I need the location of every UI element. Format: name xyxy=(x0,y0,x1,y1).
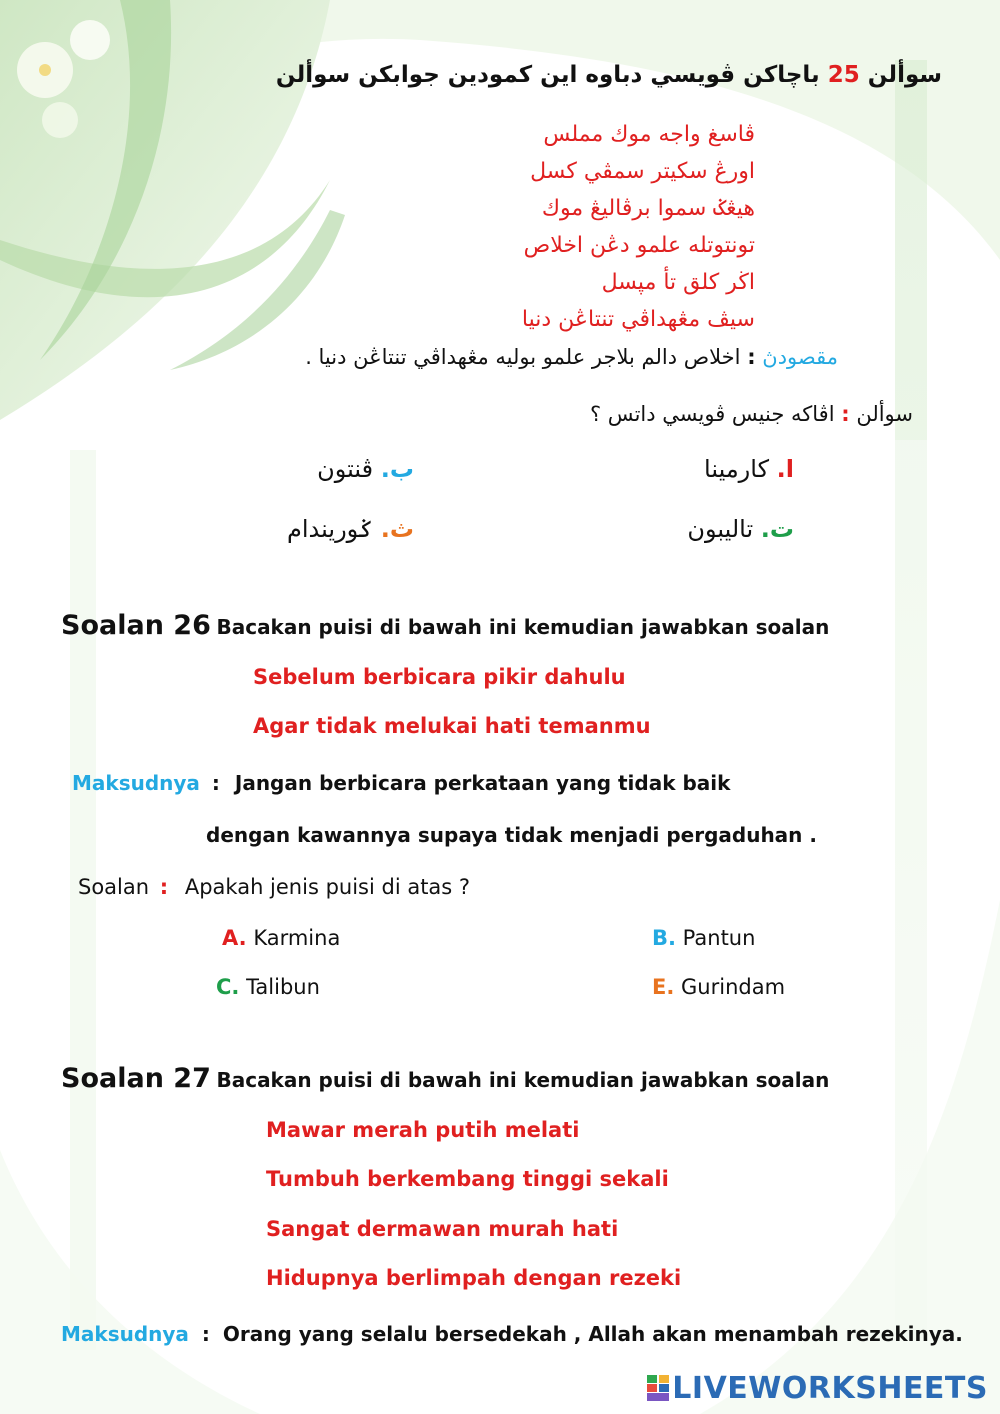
q26-question-colon: : xyxy=(159,875,169,899)
q25-poem-line: تونتوتله علمو دڠن اخلاص xyxy=(523,233,755,258)
q26-option-a[interactable] xyxy=(222,926,340,950)
q25-heading xyxy=(276,62,942,88)
option-letter: ب. xyxy=(380,455,414,483)
q25-heading-prefix: سوألن xyxy=(867,62,942,88)
brand-text: LIVEWORKSHEETS xyxy=(672,1371,988,1406)
q27-poem-line: Tumbuh berkembang tinggi sekali xyxy=(266,1167,669,1191)
option-letter: E. xyxy=(652,975,675,999)
option-letter: ا. xyxy=(776,455,794,483)
q26-heading xyxy=(61,610,829,641)
q25-poem-line: اورڠ سكيتر سمڤي كسل xyxy=(530,159,755,184)
q25-poem-line: ڤاسغ واجه موك مملس xyxy=(543,122,755,147)
q27-heading xyxy=(61,1063,829,1094)
q26-number: Soalan 26 xyxy=(61,610,211,641)
option-text: Pantun xyxy=(682,926,756,950)
q26-question-label: Soalan xyxy=(78,875,150,899)
option-text: Talibun xyxy=(246,975,320,999)
option-letter: A. xyxy=(222,926,247,950)
q26-poem-line: Sebelum berbicara pikir dahulu xyxy=(253,665,626,689)
q26-question xyxy=(78,875,470,899)
q26-meaning xyxy=(72,771,730,795)
q25-meaning-colon: : xyxy=(747,345,756,369)
q25-question-text: اڤاكه جنيس ڤويسي داتس ؟ xyxy=(589,402,835,426)
q25-meaning-text: اخلاص دالم بلاجر علمو بوليه مڠهداڤي تنتاڠن دنيا . xyxy=(305,345,741,369)
option-letter: C. xyxy=(216,975,240,999)
option-text: Karmina xyxy=(253,926,341,950)
q27-poem-line: Sangat dermawan murah hati xyxy=(266,1217,619,1241)
option-text: ڤنتون xyxy=(317,455,374,483)
q27-meaning xyxy=(61,1322,963,1346)
q26-poem-line: Agar tidak melukai hati temanmu xyxy=(253,714,651,738)
q26-question-text: Apakah jenis puisi di atas ? xyxy=(184,875,471,899)
q25-option-d[interactable] xyxy=(287,515,414,543)
q25-poem xyxy=(355,116,755,338)
q27-meaning-label: Maksudnya xyxy=(61,1322,189,1346)
q27-instruction: Bacakan puisi di bawah ini kemudian jawabkan soalan xyxy=(216,1068,830,1092)
liveworksheets-icon xyxy=(647,1375,669,1401)
q25-option-b[interactable] xyxy=(317,455,414,483)
q27-poem-line: Hidupnya berlimpah dengan rezeki xyxy=(266,1266,682,1290)
q25-option-c[interactable] xyxy=(687,515,794,543)
option-letter: ت. xyxy=(760,515,794,543)
q25-number: 25 xyxy=(827,62,860,88)
q25-instruction: باچاكن ڤويسي دباوه اين كمودين جوابكن سوألن xyxy=(275,62,820,88)
q27-meaning-text: Orang yang selalu bersedekah , Allah akan menambah rezekinya. xyxy=(222,1322,963,1346)
q25-question xyxy=(590,402,913,426)
q25-poem-line: اڬر كلق تأ مپسل xyxy=(601,270,755,295)
option-text: تاليبون xyxy=(687,515,754,543)
q26-meaning-colon: : xyxy=(211,771,220,795)
option-text: Gurindam xyxy=(681,975,786,999)
q26-meaning-line2: dengan kawannya supaya tidak menjadi pergaduhan . xyxy=(206,823,817,847)
q25-meaning-label: مقصودڽ xyxy=(762,345,838,369)
q27-meaning-colon: : xyxy=(201,1322,210,1346)
q26-meaning-text: Jangan berbicara perkataan yang tidak baik xyxy=(234,771,731,795)
option-letter: ث. xyxy=(380,515,414,543)
liveworksheets-logo xyxy=(647,1371,988,1406)
q26-option-c[interactable] xyxy=(216,975,320,999)
option-letter: B. xyxy=(652,926,676,950)
q27-number: Soalan 27 xyxy=(61,1063,211,1094)
q25-poem-line: هيڠݢ سموا برڤاليڠ موك xyxy=(541,196,755,221)
q26-option-e[interactable] xyxy=(652,975,785,999)
q25-question-label: سوألن xyxy=(856,402,913,426)
q25-poem-line: سيڤ مڠهداڤي تنتاڠن دنيا xyxy=(521,307,755,332)
q25-question-colon: : xyxy=(841,402,850,426)
q25-meaning xyxy=(305,345,838,369)
q27-poem-line: Mawar merah putih melati xyxy=(266,1118,580,1142)
q26-instruction: Bacakan puisi di bawah ini kemudian jawabkan soalan xyxy=(216,615,830,639)
q26-option-b[interactable] xyxy=(652,926,755,950)
option-text: ݢوريندام xyxy=(287,515,374,543)
q25-option-a[interactable] xyxy=(704,455,794,483)
option-text: كارمينا xyxy=(704,455,770,483)
q26-meaning-label: Maksudnya xyxy=(72,771,200,795)
